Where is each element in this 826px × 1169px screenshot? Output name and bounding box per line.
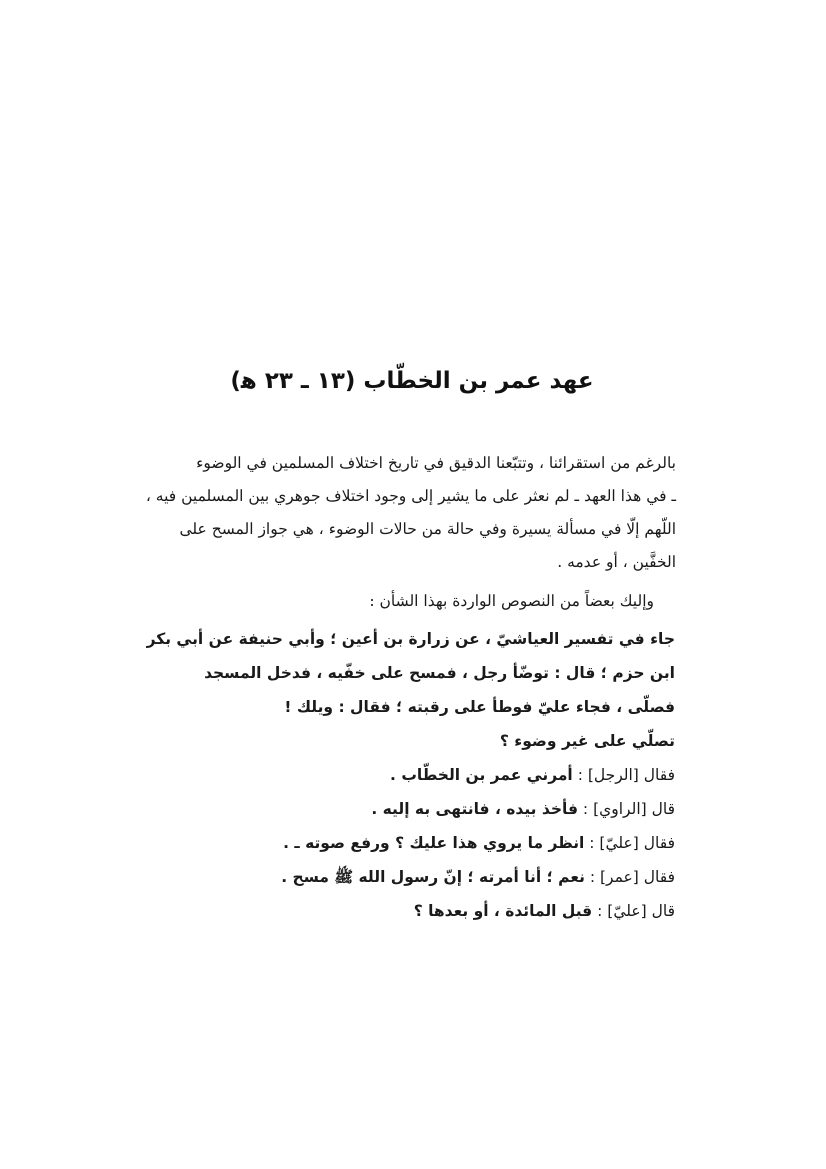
quote-line [225, 792, 675, 826]
intro-paragraph [145, 447, 676, 579]
speaker-label: فقال [عمر] : [589, 868, 675, 886]
paragraph-line: بالرغم من استقرائنا ، وتتبّعنا الدقيق في تاريخ اختلاف المسلمين في الوضوء [196, 454, 676, 472]
quote-line: جاء في تفسير العياشيّ ، عن زرارة بن أعين ؛ وأبي حنيفة عن أبي بكر [146, 630, 675, 648]
chapter-title: عهد عمر بن الخطّاب (١٣ ـ ٢٣ ﻫ) [230, 368, 594, 394]
quote-line [225, 860, 675, 894]
speaker-label: فقال [عليّ] : [589, 834, 675, 852]
paragraph-line: اللّهم إلّا في مسألة يسيرة وفي حالة من حالات الوضوء ، هي جواز المسح على [179, 520, 676, 538]
speech-text: قبل المائدة ، أو بعدها ؟ [413, 902, 593, 920]
speaker-label: قال [عليّ] : [597, 902, 675, 920]
transition-paragraph [150, 585, 654, 618]
paragraph-line: الخفَّين ، أو عدمه . [557, 553, 676, 571]
quote-line: تصلّي على غير وضوء ؟ [499, 732, 675, 750]
quote-line [225, 894, 675, 928]
quote-line [225, 826, 675, 860]
speech-text: فأخذ بيده ، فانتهى به إليه . [371, 800, 578, 818]
paragraph-line: ـ في هذا العهد ـ لم نعثر على ما يشير إلى وجود اختلاف جوهري بين المسلمين فيه ، [145, 487, 676, 505]
speaker-label: فقال [الرجل] : [577, 766, 675, 784]
speaker-label: قال [الراوي] : [582, 800, 675, 818]
speech-text: انظر ما يروي هذا عليك ؟ ورفع صوته ـ . [283, 834, 585, 852]
speech-text: أمرني عمر بن الخطّاب . [390, 766, 573, 784]
quoted-narration [146, 622, 675, 928]
paragraph-line: وإليك بعضاً من النصوص الواردة بهذا الشأن : [369, 592, 654, 610]
quote-line [225, 758, 675, 792]
speech-text: نعم ؛ أنا أمرته ؛ إنّ رسول الله ﷺ مسح . [281, 868, 585, 886]
quote-line: ابن حزم ؛ قال : توضّأ رجل ، فمسح على خفّيه ، فدخل المسجد [204, 664, 675, 682]
quote-line: فصلّى ، فجاء عليّ فوطأ على رقبته ؛ فقال : ويلك ! [284, 698, 675, 716]
